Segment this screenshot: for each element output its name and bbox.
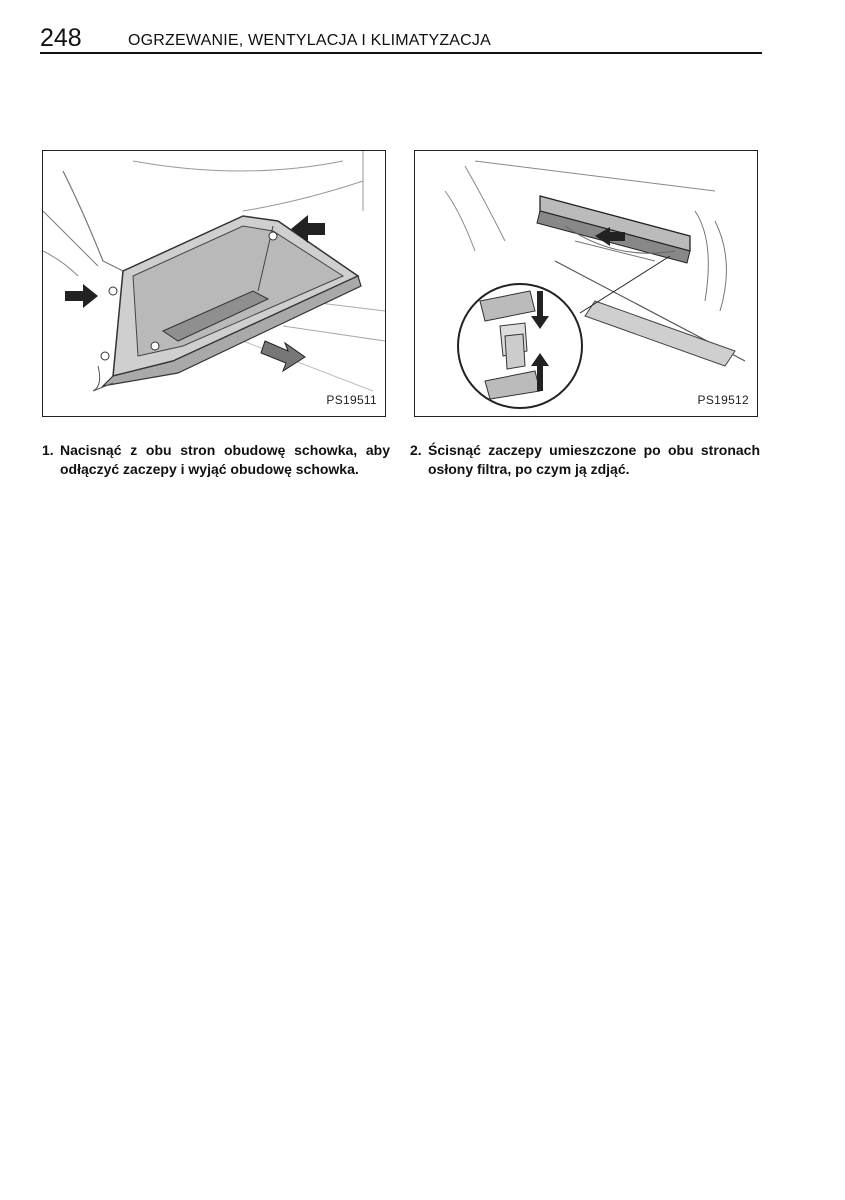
page-number: 248: [40, 24, 82, 52]
figure-filter-cover: [414, 150, 758, 417]
figure-code: PS19512: [697, 393, 749, 407]
glovebox-illustration: [43, 151, 385, 416]
arrow-left-icon: [65, 284, 98, 308]
step-text: Nacisnąć z obu stron obudowę schowka, aby odłączyć zaczepy i wyjąć obudowę schowka.: [60, 442, 390, 477]
filter-cover-illustration: [415, 151, 757, 416]
step-number: 1.: [42, 442, 54, 458]
figure-glovebox-removal: [42, 150, 386, 417]
section-title: OGRZEWANIE, WENTYLACJA I KLIMATYZACJA: [128, 32, 492, 49]
step-text: Ścisnąć zaczepy umieszczone po obu stronach osłony filtra, po czym ją zdjąć.: [428, 442, 760, 477]
figure-code: PS19511: [326, 393, 377, 407]
arrow-pull-icon: [261, 341, 305, 371]
page-header: [40, 24, 762, 54]
step-number: 2.: [410, 442, 422, 458]
